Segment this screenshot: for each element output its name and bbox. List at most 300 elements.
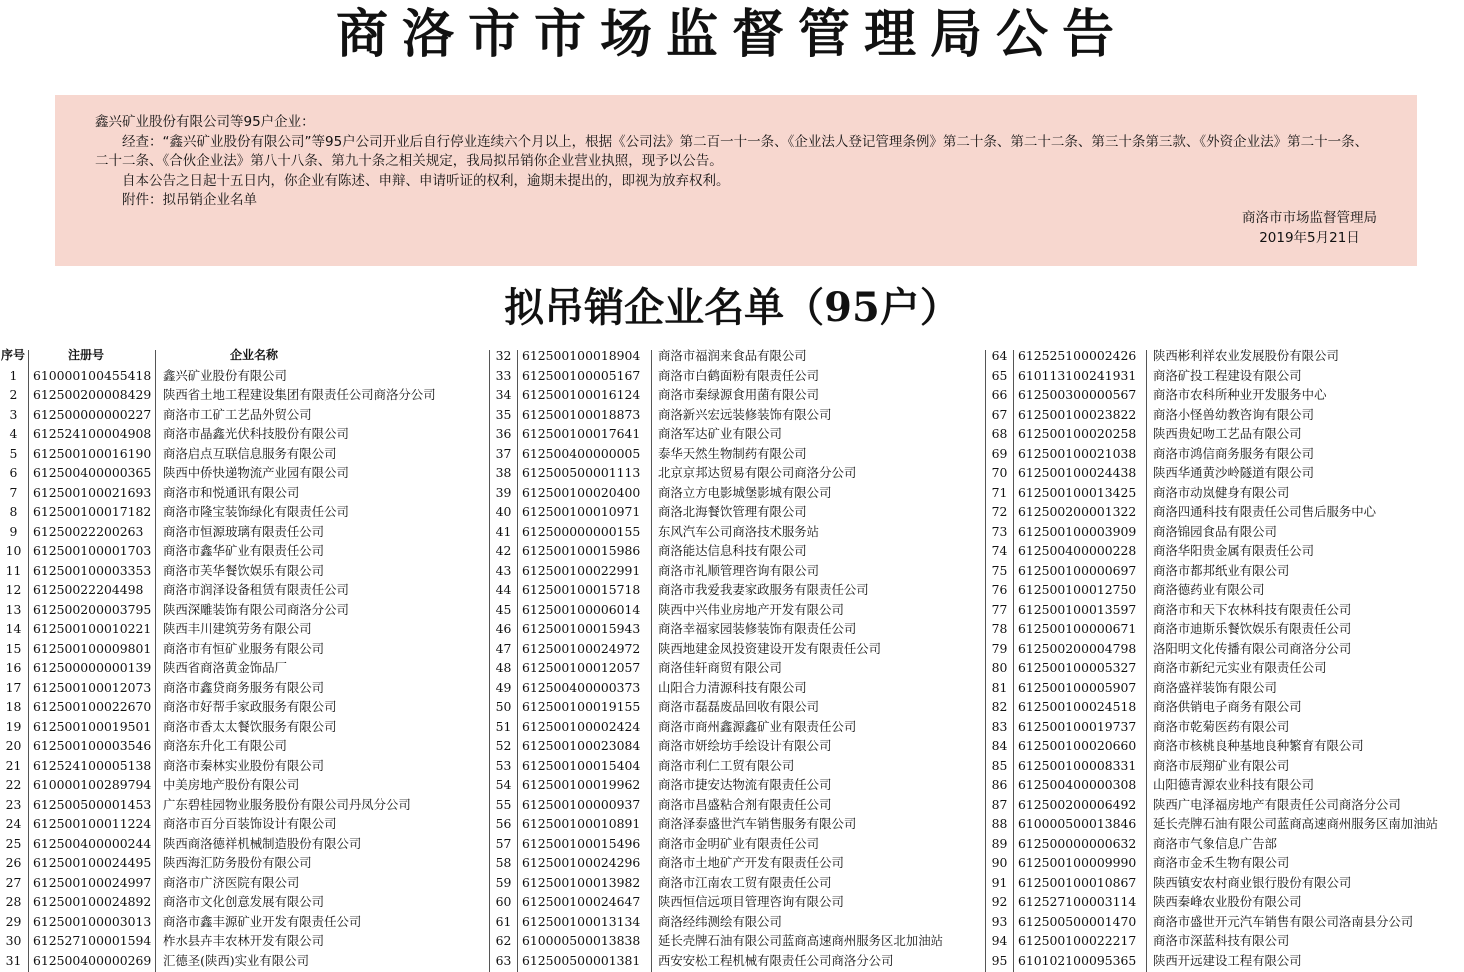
row-number: 71 bbox=[991, 484, 1008, 500]
row-number: 31 bbox=[5, 952, 22, 968]
registration-number: 612500100022217 bbox=[1018, 933, 1137, 948]
company-name: 商洛北海餐饮管理有限公司 bbox=[658, 504, 807, 519]
table-row bbox=[490, 483, 985, 503]
registration-number: 612500000000632 bbox=[1018, 835, 1137, 851]
registration-number: 612500100000697 bbox=[1018, 562, 1137, 578]
registration-number: 612500100020400 bbox=[522, 484, 641, 500]
table-row bbox=[0, 463, 489, 483]
row-number: 84 bbox=[991, 738, 1008, 753]
company-name: 商洛市鑫丰源矿业开发有限责任公司 bbox=[163, 913, 362, 929]
company-name: 泰华天然生物制药有限公司 bbox=[658, 445, 807, 461]
company-name: 商洛启点互联信息服务有限公司 bbox=[163, 445, 337, 461]
row-number: 79 bbox=[991, 640, 1008, 656]
registration-number: 612500100024892 bbox=[33, 894, 152, 909]
table-row bbox=[0, 853, 489, 873]
company-name: 商洛经纬测绘有限公司 bbox=[658, 913, 782, 929]
registration-number: 612500200006492 bbox=[1018, 796, 1137, 812]
row-number: 38 bbox=[495, 465, 512, 480]
table-row bbox=[490, 951, 985, 971]
table-row bbox=[0, 522, 489, 542]
registration-number: 612500100012057 bbox=[522, 660, 641, 675]
table-row bbox=[490, 697, 985, 717]
table-row bbox=[0, 600, 489, 620]
table-row bbox=[0, 873, 489, 893]
registration-number: 612500100015496 bbox=[522, 835, 641, 851]
registration-number: 612500100003013 bbox=[33, 913, 152, 929]
row-number: 80 bbox=[991, 660, 1008, 675]
table-row bbox=[490, 541, 985, 561]
row-number: 42 bbox=[495, 543, 512, 558]
table-row bbox=[490, 522, 985, 542]
row-number: 30 bbox=[5, 933, 22, 948]
table-row bbox=[490, 853, 985, 873]
table-row bbox=[986, 405, 1464, 425]
company-name: 商洛能达信息科技有限公司 bbox=[658, 543, 807, 558]
registration-number: 612500300000567 bbox=[1018, 387, 1137, 402]
registration-number: 612500100005327 bbox=[1018, 660, 1137, 675]
company-name: 商洛市鸿信商务服务有限公司 bbox=[1153, 445, 1315, 461]
row-number: 77 bbox=[991, 601, 1008, 617]
row-number: 37 bbox=[495, 445, 512, 461]
row-number: 64 bbox=[991, 348, 1008, 363]
row-number: 19 bbox=[5, 718, 22, 734]
registration-number: 612500100013134 bbox=[522, 913, 641, 929]
registration-number: 612500100018904 bbox=[522, 348, 641, 363]
company-name: 商洛小怪兽幼教咨询有限公司 bbox=[1153, 406, 1315, 422]
company-name: 东风汽车公司商洛技术服务站 bbox=[658, 523, 820, 539]
registration-number: 612500100000937 bbox=[522, 796, 641, 812]
registration-number: 612500400000244 bbox=[33, 835, 152, 851]
row-number: 48 bbox=[495, 660, 512, 675]
registration-number: 612500100013982 bbox=[522, 874, 641, 890]
company-name: 陕西深雕装饰有限公司商洛分公司 bbox=[163, 601, 349, 617]
table-row bbox=[986, 736, 1464, 756]
list-column-3 bbox=[986, 346, 1464, 970]
company-name: 商洛锦园食品有限公司 bbox=[1153, 523, 1277, 539]
registration-number: 612500100012073 bbox=[33, 679, 152, 695]
company-name: 商洛市核桃良种基地良种繁育有限公司 bbox=[1153, 738, 1364, 753]
notice-addressee: 鑫兴矿业股份有限公司等95户企业： bbox=[95, 114, 315, 130]
registration-number: 610000100289794 bbox=[33, 777, 152, 792]
table-row bbox=[490, 912, 985, 932]
company-name: 商洛市礼顺管理咨询有限公司 bbox=[658, 562, 820, 578]
company-name: 商洛市秦林实业股份有限公司 bbox=[163, 757, 325, 773]
table-row bbox=[0, 931, 489, 951]
registration-number: 612500000000155 bbox=[522, 523, 641, 539]
row-number: 41 bbox=[495, 523, 512, 539]
table-header bbox=[0, 346, 489, 366]
registration-number: 612527100003114 bbox=[1018, 894, 1137, 909]
table-row bbox=[490, 561, 985, 581]
table-row bbox=[490, 756, 985, 776]
company-name: 陕西镇安农村商业银行股份有限公司 bbox=[1153, 874, 1352, 890]
row-number: 95 bbox=[991, 952, 1008, 968]
company-name: 商洛立方电影城堡影城有限公司 bbox=[658, 484, 832, 500]
table-row bbox=[0, 541, 489, 561]
company-name: 西安安松工程机械有限责任公司商洛分公司 bbox=[658, 952, 894, 968]
row-number: 70 bbox=[991, 465, 1008, 480]
row-number: 60 bbox=[495, 894, 512, 909]
company-name: 陕西丰川建筑劳务有限公司 bbox=[163, 621, 312, 636]
company-name: 商洛市利仁工贸有限公司 bbox=[658, 757, 795, 773]
table-row bbox=[986, 756, 1464, 776]
table-row bbox=[490, 775, 985, 795]
registration-number: 612500400000308 bbox=[1018, 777, 1137, 792]
company-name: 商洛市辰翔矿业有限公司 bbox=[1153, 757, 1290, 773]
row-number: 55 bbox=[495, 796, 512, 812]
table-row bbox=[490, 678, 985, 698]
company-name: 汇德圣(陕西)实业有限公司 bbox=[163, 952, 309, 968]
notice-signer: 商洛市市场监督管理局 bbox=[1242, 210, 1377, 226]
registration-number: 612500100024647 bbox=[522, 894, 641, 909]
row-number: 66 bbox=[991, 387, 1008, 402]
row-number: 69 bbox=[991, 445, 1008, 461]
table-row bbox=[0, 736, 489, 756]
table-row bbox=[0, 483, 489, 503]
table-row bbox=[0, 502, 489, 522]
registration-number: 612500100024518 bbox=[1018, 699, 1137, 714]
company-name: 商洛市广济医院有限公司 bbox=[163, 874, 300, 890]
table-row bbox=[490, 385, 985, 405]
table-row bbox=[986, 600, 1464, 620]
row-number: 18 bbox=[5, 699, 22, 714]
list-title: 拟吊销企业名单（95户） bbox=[504, 284, 960, 331]
row-number: 32 bbox=[495, 348, 512, 363]
notice-para-2: 自本公告之日起十五日内，你企业有陈述、申辩、申请听证的权利，逾期未提出的，即视为放弃权利。 bbox=[122, 172, 730, 189]
row-number: 73 bbox=[991, 523, 1008, 539]
registration-number: 612524100004908 bbox=[33, 426, 152, 441]
registration-number: 612500100009801 bbox=[33, 640, 152, 656]
row-number: 45 bbox=[495, 601, 512, 617]
row-number: 43 bbox=[495, 562, 512, 578]
registration-number: 612500100013597 bbox=[1018, 601, 1137, 617]
row-number: 15 bbox=[5, 640, 22, 656]
registration-number: 612500000000139 bbox=[33, 660, 152, 675]
registration-number: 612500100019501 bbox=[33, 718, 152, 734]
row-number: 5 bbox=[9, 445, 18, 461]
company-name: 商洛市动岚健身有限公司 bbox=[1153, 484, 1290, 500]
registration-number: 612500100016190 bbox=[33, 445, 152, 461]
registration-number: 612500100015943 bbox=[522, 621, 641, 636]
registration-number: 612500100022991 bbox=[522, 562, 641, 578]
registration-number: 612500100024495 bbox=[33, 855, 152, 870]
row-number: 25 bbox=[5, 835, 22, 851]
company-name: 商洛市昌盛粘合剂有限责任公司 bbox=[658, 796, 832, 812]
row-number: 63 bbox=[495, 952, 512, 968]
table-row bbox=[0, 814, 489, 834]
registration-number: 612500100005907 bbox=[1018, 679, 1137, 695]
registration-number: 612500400000228 bbox=[1018, 543, 1137, 558]
row-number: 29 bbox=[5, 913, 22, 929]
row-number: 53 bbox=[495, 757, 512, 773]
company-name: 商洛新兴宏远装修装饰有限公司 bbox=[658, 406, 832, 422]
table-row bbox=[0, 951, 489, 971]
registration-number: 612500200004798 bbox=[1018, 640, 1137, 656]
table-row bbox=[986, 561, 1464, 581]
table-row bbox=[490, 619, 985, 639]
row-number: 76 bbox=[991, 582, 1008, 597]
registration-number: 612500100024972 bbox=[522, 640, 641, 656]
row-number: 27 bbox=[5, 874, 22, 890]
table-row bbox=[986, 814, 1464, 834]
registration-number: 612500500001453 bbox=[33, 796, 152, 812]
company-name: 商洛市香太太餐饮服务有限公司 bbox=[163, 718, 337, 734]
company-name: 商洛市隆宝装饰绿化有限责任公司 bbox=[163, 504, 349, 519]
company-name: 柞水县卉丰农林开发有限公司 bbox=[163, 933, 325, 948]
company-name: 商洛市商州鑫源鑫矿业有限责任公司 bbox=[658, 718, 857, 734]
company-name: 商洛市润泽设备租赁有限责任公司 bbox=[163, 582, 349, 597]
company-name: 洛阳明文化传播有限公司商洛分公司 bbox=[1153, 640, 1352, 656]
row-number: 8 bbox=[9, 504, 18, 519]
registration-number: 612500100015718 bbox=[522, 582, 641, 597]
row-number: 33 bbox=[495, 367, 512, 383]
registration-number: 612500400000365 bbox=[33, 465, 152, 480]
company-name: 陕西贵妃吻工艺品有限公司 bbox=[1153, 426, 1302, 441]
row-number: 90 bbox=[991, 855, 1008, 870]
table-row bbox=[490, 736, 985, 756]
company-name: 商洛市芙华餐饮娱乐有限公司 bbox=[163, 562, 325, 578]
registration-number: 612500200003795 bbox=[33, 601, 152, 617]
table-row bbox=[986, 853, 1464, 873]
company-name: 商洛市和天下农林科技有限责任公司 bbox=[1153, 601, 1352, 617]
company-name: 北京京邦达贸易有限公司商洛分公司 bbox=[658, 465, 857, 480]
row-number: 49 bbox=[495, 679, 512, 695]
table-row bbox=[490, 931, 985, 951]
company-name: 商洛市金明矿业有限责任公司 bbox=[658, 835, 820, 851]
table-row bbox=[490, 717, 985, 737]
company-name: 商洛市盛世开元汽车销售有限公司洛南县分公司 bbox=[1153, 913, 1414, 929]
row-number: 88 bbox=[991, 816, 1008, 831]
registration-number: 610000100455418 bbox=[33, 367, 152, 383]
table-row bbox=[986, 541, 1464, 561]
table-row bbox=[986, 951, 1464, 971]
company-name: 商洛德药业有限公司 bbox=[1153, 582, 1265, 597]
registration-number: 612500100022670 bbox=[33, 699, 152, 714]
table-row bbox=[986, 522, 1464, 542]
registration-number: 612500100016124 bbox=[522, 387, 641, 402]
row-number: 39 bbox=[495, 484, 512, 500]
registration-number: 612500100013425 bbox=[1018, 484, 1137, 500]
registration-number: 612500100021038 bbox=[1018, 445, 1137, 461]
company-name: 商洛市福润来食品有限公司 bbox=[658, 348, 807, 363]
company-name: 商洛市白鹤面粉有限责任公司 bbox=[658, 367, 820, 383]
table-row bbox=[986, 834, 1464, 854]
company-name: 商洛市气象信息广告部 bbox=[1153, 835, 1277, 851]
company-name: 商洛市土地矿产开发有限责任公司 bbox=[658, 855, 844, 870]
header-no: 序号 bbox=[1, 348, 26, 362]
registration-number: 612500100003353 bbox=[33, 562, 152, 578]
table-row bbox=[490, 346, 985, 366]
company-name: 商洛幸福家园装修装饰有限责任公司 bbox=[658, 621, 857, 636]
table-row bbox=[986, 346, 1464, 366]
company-name: 陕西恒信远项目管理咨询有限公司 bbox=[658, 894, 844, 909]
table-row bbox=[490, 502, 985, 522]
row-number: 51 bbox=[495, 718, 512, 734]
company-name: 商洛市秦绿源食用菌有限公司 bbox=[658, 387, 820, 402]
table-row bbox=[986, 619, 1464, 639]
company-name: 商洛市百分百装饰设计有限公司 bbox=[163, 816, 337, 831]
row-number: 58 bbox=[495, 855, 512, 870]
table-row bbox=[986, 931, 1464, 951]
company-name: 陕西地建金凤投资建设开发有限责任公司 bbox=[658, 640, 882, 656]
company-name: 陕西省土地工程建设集团有限责任公司商洛分公司 bbox=[163, 387, 436, 402]
table-row bbox=[490, 658, 985, 678]
table-row bbox=[490, 834, 985, 854]
table-row bbox=[986, 678, 1464, 698]
row-number: 3 bbox=[9, 406, 18, 422]
row-number: 9 bbox=[9, 523, 18, 539]
company-name: 陕西省商洛黄金饰品厂 bbox=[163, 660, 287, 675]
company-name: 商洛市农科所种业开发服务中心 bbox=[1153, 387, 1327, 402]
table-row bbox=[986, 775, 1464, 795]
notice-para-3: 附件：拟吊销企业名单 bbox=[122, 192, 257, 208]
company-name: 陕西彬利祥农业发展股份有限公司 bbox=[1153, 348, 1339, 363]
company-name: 鑫兴矿业股份有限公司 bbox=[163, 367, 287, 383]
row-number: 2 bbox=[9, 387, 18, 402]
registration-number: 612500100023822 bbox=[1018, 406, 1137, 422]
company-name: 商洛市捷安达物流有限责任公司 bbox=[658, 777, 832, 792]
table-row bbox=[986, 385, 1464, 405]
row-number: 87 bbox=[991, 796, 1008, 812]
registration-number: 612500100021693 bbox=[33, 484, 152, 500]
registration-number: 612500000000227 bbox=[33, 406, 152, 422]
notice-para-1: 经查：“鑫兴矿业股份有限公司”等95户公司开业后自行停业连续六个月以上，根据《公司法》第二百一十一条、《企业法人登记管理条例》第二十条、第二十二条、第三十条第三款、《外资企业法》第二十一条、二十二条、《合伙企业法》第八十八条、第九十条之相关规定，我局拟吊销你企业营业执照，现予以公告。 bbox=[95, 133, 1369, 169]
table-row bbox=[490, 366, 985, 386]
table-row bbox=[986, 697, 1464, 717]
company-name: 商洛泽泰盛世汽车销售服务有限公司 bbox=[658, 816, 857, 831]
table-row bbox=[490, 580, 985, 600]
registration-number: 612500100024296 bbox=[522, 855, 641, 870]
registration-number: 612500200001322 bbox=[1018, 504, 1137, 519]
table-row bbox=[986, 580, 1464, 600]
registration-number: 612525100002426 bbox=[1018, 348, 1137, 363]
company-name: 商洛市工矿工艺品外贸公司 bbox=[163, 406, 312, 422]
registration-number: 612500400000005 bbox=[522, 445, 641, 461]
registration-number: 610000500013846 bbox=[1018, 816, 1137, 831]
row-number: 81 bbox=[991, 679, 1008, 695]
company-name: 山阳德青源农业科技有限公司 bbox=[1153, 777, 1315, 792]
registration-number: 612500100024997 bbox=[33, 874, 152, 890]
company-name: 陕西华通黄沙岭隧道有限公司 bbox=[1153, 465, 1315, 480]
row-number: 34 bbox=[495, 387, 512, 402]
table-row bbox=[490, 405, 985, 425]
company-name: 陕西中兴伟业房地产开发有限公司 bbox=[658, 601, 844, 617]
row-number: 22 bbox=[5, 777, 22, 792]
table-row bbox=[490, 444, 985, 464]
table-row bbox=[0, 444, 489, 464]
row-number: 6 bbox=[9, 465, 18, 480]
row-number: 94 bbox=[991, 933, 1008, 948]
row-number: 91 bbox=[991, 874, 1008, 890]
registration-number: 612500400000373 bbox=[522, 679, 641, 695]
table-row bbox=[986, 502, 1464, 522]
registration-number: 612500100019155 bbox=[522, 699, 641, 714]
company-name: 陕西海汇防务股份有限公司 bbox=[163, 855, 312, 870]
table-row bbox=[0, 424, 489, 444]
registration-number: 612500100010971 bbox=[522, 504, 641, 519]
registration-number: 61250022200263 bbox=[33, 523, 144, 539]
registration-number: 612500500001470 bbox=[1018, 913, 1137, 929]
row-number: 10 bbox=[5, 543, 22, 558]
row-number: 35 bbox=[495, 406, 512, 422]
registration-number: 612500100017641 bbox=[522, 426, 641, 441]
row-number: 54 bbox=[495, 777, 512, 792]
company-name: 中美房地产股份有限公司 bbox=[163, 777, 300, 792]
row-number: 16 bbox=[5, 660, 22, 675]
table-row bbox=[0, 756, 489, 776]
table-row bbox=[986, 444, 1464, 464]
table-row bbox=[986, 463, 1464, 483]
table-row bbox=[986, 795, 1464, 815]
row-number: 47 bbox=[495, 640, 512, 656]
row-number: 23 bbox=[5, 796, 22, 812]
table-row bbox=[986, 873, 1464, 893]
registration-number: 612500200008429 bbox=[33, 387, 152, 402]
row-number: 21 bbox=[5, 757, 22, 773]
row-number: 67 bbox=[991, 406, 1008, 422]
row-number: 46 bbox=[495, 621, 512, 636]
company-name: 商洛市乾菊医药有限公司 bbox=[1153, 718, 1290, 734]
registration-number: 612500100018873 bbox=[522, 406, 641, 422]
row-number: 68 bbox=[991, 426, 1008, 441]
row-number: 89 bbox=[991, 835, 1008, 851]
company-name: 商洛市恒源玻璃有限责任公司 bbox=[163, 523, 325, 539]
company-name: 商洛市迪斯乐餐饮娱乐有限责任公司 bbox=[1153, 621, 1352, 636]
company-name: 商洛市鑫贷商务服务有限公司 bbox=[163, 679, 325, 695]
table-row bbox=[986, 912, 1464, 932]
table-row bbox=[986, 892, 1464, 912]
row-number: 20 bbox=[5, 738, 22, 753]
company-name: 商洛东升化工有限公司 bbox=[163, 738, 287, 753]
table-row bbox=[490, 639, 985, 659]
registration-number: 610113100241931 bbox=[1018, 367, 1137, 383]
row-number: 86 bbox=[991, 777, 1008, 792]
registration-number: 612500100002424 bbox=[522, 718, 641, 734]
company-name: 商洛四通科技有限责任公司售后服务中心 bbox=[1153, 504, 1377, 519]
table-row bbox=[986, 424, 1464, 444]
table-row bbox=[490, 424, 985, 444]
table-row bbox=[0, 366, 489, 386]
table-row bbox=[0, 697, 489, 717]
registration-number: 612500100003546 bbox=[33, 738, 152, 753]
company-name: 陕西中侨快递物流产业园有限公司 bbox=[163, 465, 349, 480]
registration-number: 610102100095365 bbox=[1018, 952, 1137, 968]
company-name: 商洛市好帮手家政服务有限公司 bbox=[163, 699, 337, 714]
table-row bbox=[490, 463, 985, 483]
notice-date: 2019年5月21日 bbox=[1259, 230, 1360, 246]
registration-number: 610000500013838 bbox=[522, 933, 641, 948]
header-reg: 注册号 bbox=[68, 348, 105, 362]
table-row bbox=[986, 366, 1464, 386]
table-row bbox=[490, 814, 985, 834]
company-name: 商洛市磊磊废品回收有限公司 bbox=[658, 699, 820, 714]
registration-number: 61250022204498 bbox=[33, 582, 144, 597]
table-row bbox=[0, 619, 489, 639]
row-number: 75 bbox=[991, 562, 1008, 578]
row-number: 4 bbox=[9, 426, 18, 441]
table-row bbox=[0, 580, 489, 600]
table-row bbox=[0, 385, 489, 405]
company-name: 延长壳牌石油有限公司蓝商高速商州服务区北加油站 bbox=[658, 933, 943, 948]
registration-number: 612500100011224 bbox=[33, 816, 152, 831]
table-row bbox=[0, 561, 489, 581]
row-number: 82 bbox=[991, 699, 1008, 714]
registration-number: 612500100020258 bbox=[1018, 426, 1137, 441]
registration-number: 612500100009990 bbox=[1018, 855, 1137, 870]
row-number: 93 bbox=[991, 913, 1008, 929]
company-name: 商洛市都邦纸业有限公司 bbox=[1153, 562, 1290, 578]
row-number: 14 bbox=[5, 621, 22, 636]
